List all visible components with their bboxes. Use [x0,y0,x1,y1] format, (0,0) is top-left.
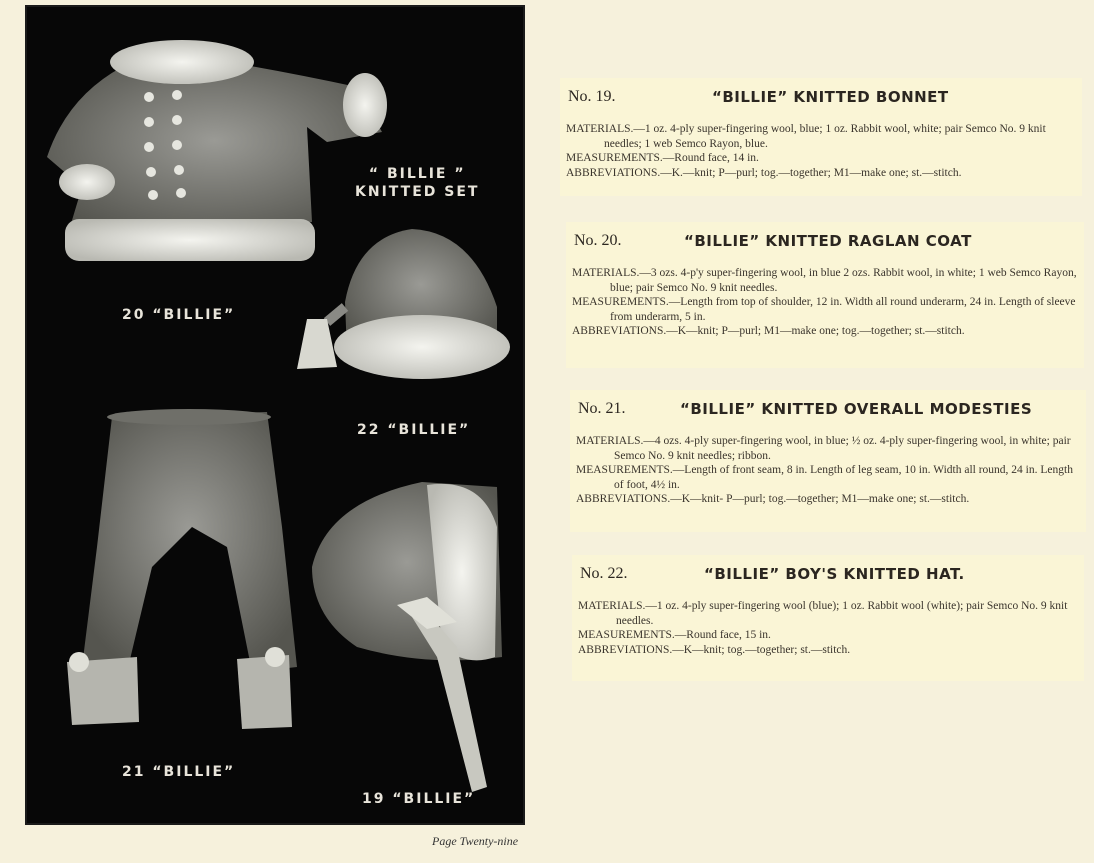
photo-panel [25,5,525,825]
pattern-block-19 [560,78,1082,196]
materials-line: MATERIALS.—4 ozs. 4-ply super-fingering wool, in blue; ½ oz. 4-ply super-fingering wool, in white; pair Semco No. 9 knit needles; ribbon. [576,435,1071,462]
caption-22: 22 “BILLIE” [357,422,471,438]
pattern-number: No. 21. [578,400,626,417]
abbreviations-line: ABBREVIATIONS.—K—knit- P—purl; tog.—together; M1—make one; st.—stitch. [576,493,970,505]
knitted-set-caption-line2: KNITTED SET [355,184,480,200]
abbreviations-line: ABBREVIATIONS.—K—knit; P—purl; M1—make one; tog.—together; st.—stitch. [572,325,965,337]
pattern-title: “BILLIE” BOY'S KNITTED HAT. [704,565,965,583]
measurements-line: MEASUREMENTS.—Length of front seam, 8 in. Length of leg seam, 10 in. Width all round, 24 in. Length of foot, 4½ in. [576,464,1073,491]
garment-photo [27,7,523,823]
pattern-block-21 [570,390,1086,532]
caption-19: 19 “BILLIE” [362,791,476,807]
pattern-number: No. 20. [574,232,622,249]
pattern-title: “BILLIE” KNITTED BONNET [712,88,949,106]
measurements-line: MEASUREMENTS.—Round face, 15 in. [578,629,771,641]
pattern-title: “BILLIE” KNITTED RAGLAN COAT [684,232,972,250]
page-number: Page Twenty-nine [432,834,519,848]
pattern-block-22 [572,555,1084,681]
pattern-body [578,599,1078,657]
knitted-set-caption [355,165,479,201]
materials-line: MATERIALS.—1 oz. 4-ply super-fingering wool (blue); 1 oz. Rabbit wool (white); pair Semco No. 9 knit needles. [578,600,1068,627]
pattern-number: No. 22. [580,565,628,582]
materials-line: MATERIALS.—3 ozs. 4-p'y super-fingering wool, in blue 2 ozs. Rabbit wool, in white; 1 web Semco Rayon, blue; pair Semco No. 9 knit needles. [572,267,1077,294]
stocking-hat-garment [297,229,510,379]
abbreviations-line: ABBREVIATIONS.—K—knit; tog.—together; st.—stitch. [578,643,851,656]
jacket-garment [47,40,387,261]
pattern-number: No. 19. [568,88,616,105]
pattern-body [566,122,1076,180]
measurements-line: MEASUREMENTS.—Length from top of shoulder, 12 in. Width all round underarm, 24 in. Length of sleeve from underarm, 5 in. [572,296,1076,323]
materials-line: MATERIALS.—1 oz. 4-ply super-fingering wool, blue; 1 oz. Rabbit wool, white; pair Semco No. 9 knit needles; 1 web Semco Rayon, blue. [566,123,1046,150]
measurements-line: MEASUREMENTS.—Round face, 14 in. [566,152,759,164]
leggings-garment [67,409,297,729]
pattern-block-20 [566,222,1084,368]
bonnet-garment [312,482,502,792]
pattern-body [572,266,1078,339]
abbreviations-line: ABBREVIATIONS.—K.—knit; P—purl; tog.—together; M1—make one; st.—stitch. [566,166,962,179]
pattern-body [576,434,1080,507]
knitted-set-caption-line1: “ BILLIE ” [368,166,466,182]
caption-20: 20 “BILLIE” [122,307,236,323]
pattern-title: “BILLIE” KNITTED OVERALL MODESTIES [680,400,1033,418]
caption-21: 21 “BILLIE” [122,764,236,780]
